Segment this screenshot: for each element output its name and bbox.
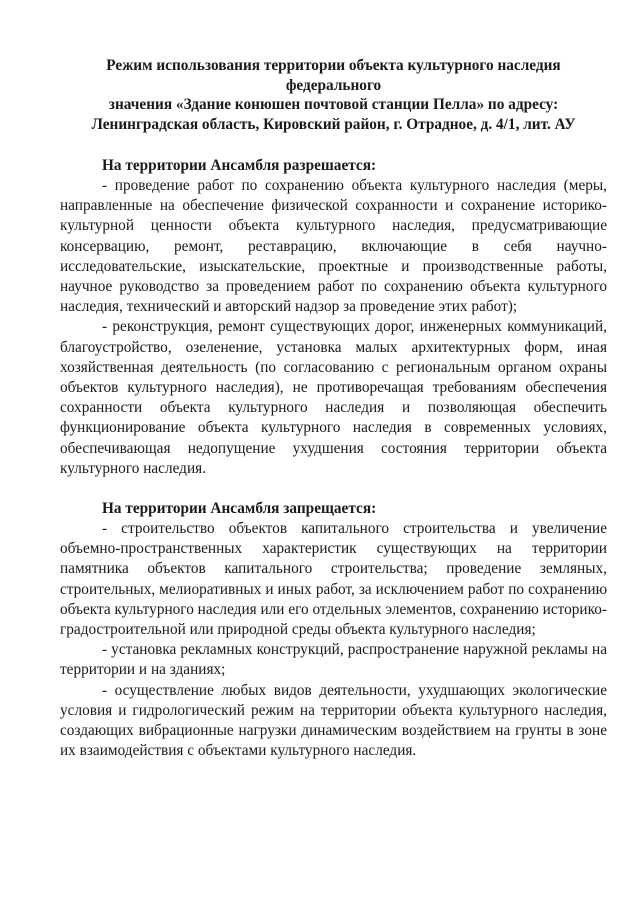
title-line-3: Ленинградская область, Кировский район, г. Отрадное, д. 4/1, лит. АУ (91, 115, 576, 133)
section-prohibited (60, 499, 607, 761)
prohibited-paragraph-2: - установка рекламных конструкций, распространение наружной рекламы на территории и на зданиях; (60, 641, 607, 679)
prohibited-paragraph-1: - строительство объектов капитального строительства и увеличение объемно-пространственных характеристик существующих на территории памятника объектов капитального строительства; проведение земляных, строительных, мелиоративных и иных работ, за исключением работ по сохранению объекта культурного наследия или его отдельных элементов, сохранению историко-градостроительной или природной среды объекта культурного наследия; (60, 520, 607, 639)
section-heading-permitted: На территории Ансамбля разрешается: (102, 157, 377, 174)
title-line-1: Режим использования территории объекта культурного наследия федерального (106, 57, 561, 94)
prohibited-paragraph-3: - осуществление любых видов деятельности, ухудшающих экологические условия и гидрологический режим на территории объекта культурного наследия, создающих вибрационные нагрузки динамическим воздействием на грунты в зоне их взаимодействия с объектами культурного наследия. (60, 681, 607, 760)
permitted-paragraph-2: - реконструкция, ремонт существующих дорог, инженерных коммуникаций, благоустройство, озеленение, установка малых архитектурных форм, иная хозяйственная деятельность (по согласованию с региональным органом охраны объектов культурного наследия), не противоречащая требованиям обеспечения сохранности объекта культурного наследия и позволяющая обеспечить функционирование объекта культурного наследия в современных условиях, обеспечивающая недопущение ухудшения состояния территории объекта культурного наследия. (60, 318, 607, 477)
title-line-2: значения «Здание конюшен почтовой станции Пелла» по адресу: (108, 96, 559, 113)
permitted-paragraph-1: - проведение работ по сохранению объекта культурного наследия (меры, направленные на обеспечение физической сохранности и сохранение историко-культурной ценности объекта культурного наследия, предусматривающие консервацию, ремонт, реставрацию, включающие в себя научно-исследовательские, изыскательские, проектные и производственные работы, научное руководство за проведением работ по сохранению объекта культурного наследия, технический и авторский надзор за проведение этих работ); (60, 177, 607, 316)
document-title (60, 56, 607, 134)
section-heading-prohibited: На территории Ансамбля запрещается: (102, 500, 377, 518)
section-permitted (60, 156, 607, 479)
document-page (60, 56, 607, 761)
